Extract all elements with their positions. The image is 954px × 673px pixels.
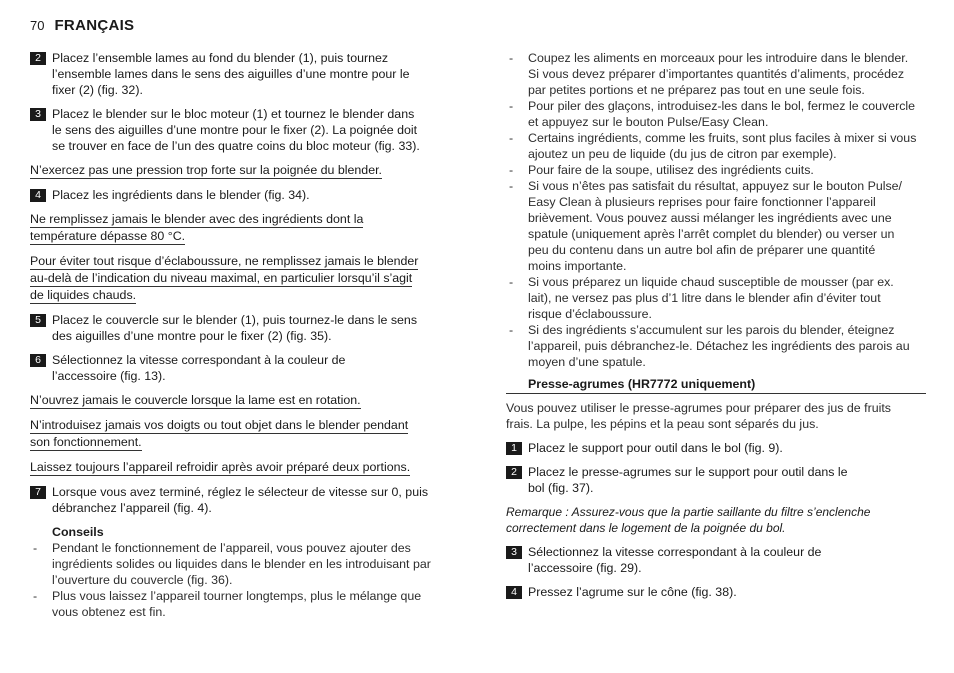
step-4 xyxy=(506,584,926,600)
step-text: Placez le couvercle sur le blender (1), puis tournez-le dans le sens des aiguilles d’une montre pour le fixer (2) (fig. 35). xyxy=(52,313,418,343)
step-2 xyxy=(30,50,448,98)
step-number-badge: 2 xyxy=(506,466,522,479)
page-number: 70 xyxy=(30,18,45,33)
step-3 xyxy=(30,106,448,154)
step-text: Placez les ingrédients dans le blender (fig. 34). xyxy=(52,188,310,202)
step-text: Sélectionnez la vitesse correspondant à la couleur de l’accessoire (fig. 13). xyxy=(52,353,346,383)
tips-list xyxy=(30,540,448,620)
step-2 xyxy=(506,464,926,496)
step-text: Lorsque vous avez terminé, réglez le sélecteur de vitesse sur 0, puis débranchez l’appareil (fig. 4). xyxy=(52,485,429,515)
list-item: - Pour piler des glaçons, introduisez-les dans le bol, fermez le couvercle et appuyez sur le bouton Pulse/Easy Clean. xyxy=(509,99,916,129)
step-text: Placez l’ensemble lames au fond du blender (1), puis tournez l’ensemble lames dans le sens des aiguilles d’une montre pour le fixer (2) (fig. 32). xyxy=(52,51,410,97)
list-item: - Si vous préparez un liquide chaud susceptible de mousser (par ex. lait), ne versez pas plus d’1 litre dans le blender afin d’éviter tout risque d’éclaboussure. xyxy=(509,275,894,321)
list-item: - Certains ingrédients, comme les fruits, sont plus faciles à mixer si vous ajoutez un peu de liquide (du jus de citron par exemple). xyxy=(509,131,917,161)
page-header xyxy=(30,17,134,34)
step-number-badge: 3 xyxy=(506,546,522,559)
page-title: FRANÇAIS xyxy=(54,17,135,34)
step-text: Sélectionnez la vitesse correspondant à la couleur de l’accessoire (fig. 29). xyxy=(528,545,822,575)
remark-note: Remarque : Assurez-vous que la partie saillante du filtre s’enclenche correctement dans le logement de la poignée du bol. xyxy=(506,505,871,535)
list-item: - Si des ingrédients s’accumulent sur les parois du blender, éteignez l’appareil, puis débranchez-le. Détachez les ingrédients des parois au moyen d’une spatule. xyxy=(509,323,910,369)
step-1 xyxy=(506,440,926,456)
citrus-press-intro: Vous pouvez utiliser le presse-agrumes pour préparer des jus de fruits frais. La pulpe, les pépins et la peau sont séparés du jus. xyxy=(506,401,891,431)
step-number-badge: 5 xyxy=(30,314,46,327)
step-number-badge: 6 xyxy=(30,354,46,367)
step-6 xyxy=(30,352,448,384)
step-number-badge: 7 xyxy=(30,486,46,499)
left-column xyxy=(30,50,448,620)
list-item: - Plus vous laissez l’appareil tourner longtemps, plus le mélange que vous obtenez est fin. xyxy=(33,589,422,619)
step-7 xyxy=(30,484,448,516)
step-number-badge: 1 xyxy=(506,442,522,455)
step-text: Placez le blender sur le bloc moteur (1) et tournez le blender dans le sens des aiguilles d’une montre pour le fixer (2). La poignée doit se trouver en face de l’un des quatre coins du bloc moteur (fig. 33). xyxy=(52,107,420,153)
tips-heading: Conseils xyxy=(52,525,104,539)
step-number-badge: 3 xyxy=(30,108,46,121)
step-3 xyxy=(506,544,926,576)
step-text: Placez le support pour outil dans le bol (fig. 9). xyxy=(528,441,783,455)
step-number-badge: 4 xyxy=(30,189,46,202)
step-number-badge: 2 xyxy=(30,52,46,65)
warning-handle-pressure: N’exercez pas une pression trop forte sur la poignée du blender. xyxy=(30,163,382,177)
list-item: - Pendant le fonctionnement de l’appareil, vous pouvez ajouter des ingrédients solides ou liquides dans le blender en les introduisant par l’ouverture du couvercle (fig. 36). xyxy=(33,541,431,587)
citrus-press-heading: Presse-agrumes (HR7772 uniquement) xyxy=(506,376,926,394)
warning-lid-rotation: N’ouvrez jamais le couvercle lorsque la lame est en rotation. xyxy=(30,393,361,407)
step-5 xyxy=(30,312,448,344)
list-item: - Coupez les aliments en morceaux pour les introduire dans le blender. Si vous devez préparer d’importantes quantités d’aliments, procédez par petites portions et ne préparez pas tout en une seule fois. xyxy=(509,51,909,97)
step-number-badge: 4 xyxy=(506,586,522,599)
warning-max-level: Pour éviter tout risque d’éclaboussure, ne remplissez jamais le blender au-delà de l’indication du niveau maximal, en particulier lorsqu’il s’agit de liquides chauds. xyxy=(30,254,419,302)
step-text: Pressez l’agrume sur le cône (fig. 38). xyxy=(528,585,737,599)
list-item: - Si vous n’êtes pas satisfait du résultat, appuyez sur le bouton Pulse/ Easy Clean à plusieurs reprises pour faire fonctionner l’appareil brièvement. Vous pouvez aussi mélanger les ingrédients avec une spatule (uniquement après l’arrêt complet du blender) ou verser un peu du contenu dans un autre bol afin de préparer une quantité moins importante. xyxy=(509,179,903,273)
warning-cool-down: Laissez toujours l’appareil refroidir après avoir préparé deux portions. xyxy=(30,460,411,474)
right-column xyxy=(506,50,926,608)
step-4 xyxy=(30,187,448,203)
warning-temperature: Ne remplissez jamais le blender avec des ingrédients dont la température dépasse 80 °C. xyxy=(30,212,364,243)
tips-list-continued xyxy=(506,50,926,370)
warning-fingers: N’introduisez jamais vos doigts ou tout objet dans le blender pendant son fonctionnement. xyxy=(30,418,409,449)
step-text: Placez le presse-agrumes sur le support pour outil dans le bol (fig. 37). xyxy=(528,465,848,495)
list-item: - Pour faire de la soupe, utilisez des ingrédients cuits. xyxy=(509,163,814,177)
